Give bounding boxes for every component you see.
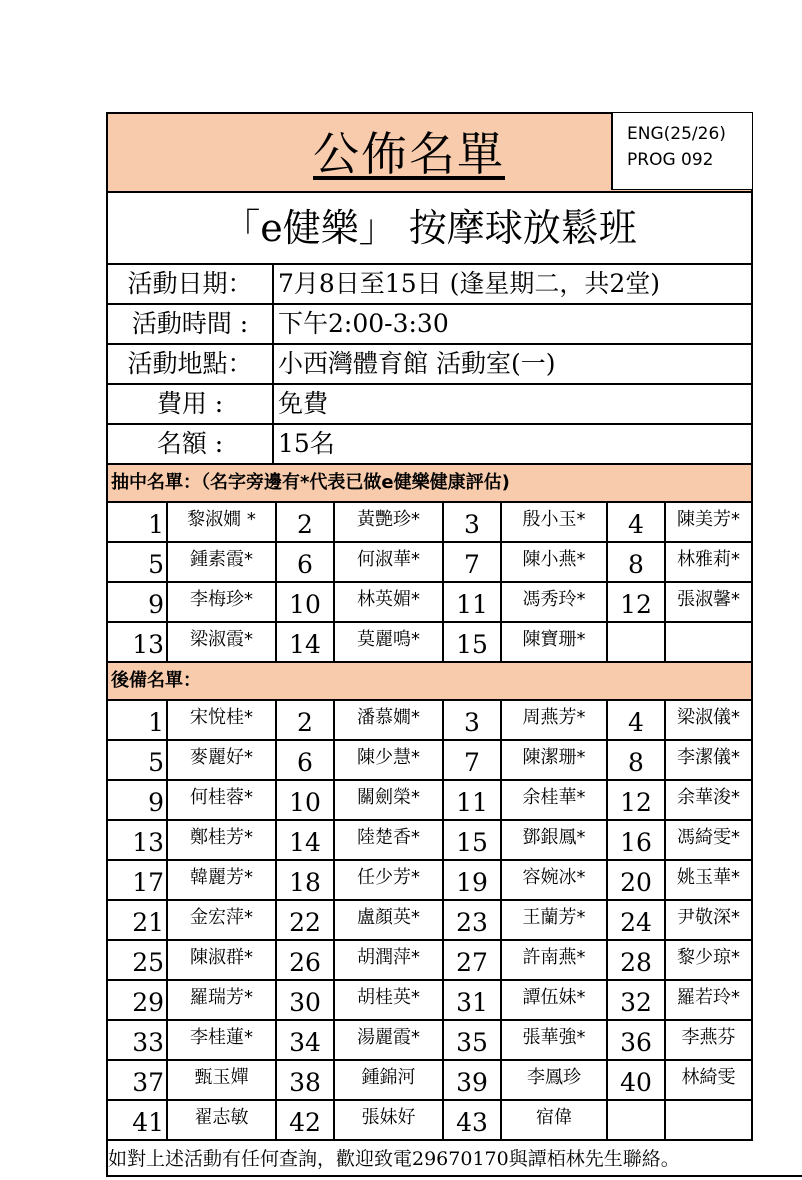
entry-name: 張華強* (502, 1021, 608, 1059)
entry-number: 6 (277, 543, 335, 581)
entry-number: 38 (277, 1061, 335, 1099)
entry-number: 41 (108, 1101, 168, 1139)
entry-name: 宋悅桂* (168, 701, 277, 739)
entry-number: 2 (277, 503, 335, 541)
entry-number: 4 (608, 503, 666, 541)
entry-name: 李鳳珍 (502, 1061, 608, 1099)
entry-number: 5 (108, 543, 168, 581)
entry-name: 黎淑嫺 * (168, 503, 277, 541)
entry-name: 鄭桂芳* (168, 821, 277, 859)
info-label: 活動地點： (108, 345, 274, 383)
entry-name: 陸楚香* (335, 821, 444, 859)
entry-name: 殷小玉* (502, 503, 608, 541)
info-row-venue (106, 345, 753, 385)
entry-number: 8 (608, 543, 666, 581)
name-row (106, 781, 753, 821)
page-title: 公佈名單 (313, 127, 505, 181)
entry-number: 24 (608, 901, 666, 939)
entry-number: 26 (277, 941, 335, 979)
entry-number: 9 (108, 781, 168, 819)
entry-name: 潘慕嫺* (335, 701, 444, 739)
info-value: 7月8日至15日 (逢星期二，共2堂) (278, 269, 660, 298)
entry-number: 40 (608, 1061, 666, 1099)
info-value: 15名 (278, 429, 335, 458)
name-row (106, 901, 753, 941)
waitlist-list (106, 701, 753, 1141)
entry-number: 35 (444, 1021, 502, 1059)
name-row (106, 941, 753, 981)
entry-number: 14 (277, 821, 335, 859)
entry-number: 13 (108, 623, 168, 661)
name-row (106, 741, 753, 781)
name-row (106, 623, 753, 663)
entry-number: 3 (444, 503, 502, 541)
entry-name: 姚玉華* (677, 867, 740, 888)
entry-number: 11 (444, 781, 502, 819)
course-title: 「e健樂」 按摩球放鬆班 (106, 193, 753, 265)
info-row-time (106, 305, 753, 345)
entry-name (666, 623, 751, 661)
info-value: 下午2:00-3:30 (278, 309, 449, 338)
header-row (106, 112, 753, 193)
entry-name: 張妹好 (335, 1101, 444, 1139)
entry-name: 梁淑儀* (677, 707, 740, 728)
entry-number: 6 (277, 741, 335, 779)
program-code-line1: ENG(25/26) (627, 124, 726, 144)
entry-name: 何桂蓉* (168, 781, 277, 819)
entry-name: 陳美芳* (677, 509, 740, 530)
entry-name: 陳寶珊* (502, 623, 608, 661)
entry-number: 12 (608, 583, 666, 621)
entry-number: 2 (277, 701, 335, 739)
entry-name: 陳少慧* (335, 741, 444, 779)
notice-sheet (106, 112, 753, 1177)
entry-name: 陳淑群* (168, 941, 277, 979)
entry-name: 李潔儀* (677, 747, 740, 768)
entry-name: 鍾素霞* (168, 543, 277, 581)
program-code-box (611, 113, 752, 190)
entry-number: 1 (108, 701, 168, 739)
entry-name: 余桂華* (502, 781, 608, 819)
name-row (106, 583, 753, 623)
entry-name: 韓麗芳* (168, 861, 277, 899)
entry-name: 馮綺雯* (677, 827, 740, 848)
entry-number: 11 (444, 583, 502, 621)
entry-number: 28 (608, 941, 666, 979)
entry-name (666, 1101, 751, 1139)
entry-name: 任少芳* (335, 861, 444, 899)
name-row (106, 1061, 753, 1101)
entry-number: 33 (108, 1021, 168, 1059)
info-label: 名額 : (108, 425, 274, 463)
entry-number: 43 (444, 1101, 502, 1139)
entry-name: 湯麗霞* (335, 1021, 444, 1059)
entry-number: 18 (277, 861, 335, 899)
entry-number: 19 (444, 861, 502, 899)
entry-number: 21 (108, 901, 168, 939)
entry-name: 胡潤萍* (335, 941, 444, 979)
program-code-line2: PROG 092 (627, 150, 714, 170)
entry-name: 盧顏英* (335, 901, 444, 939)
entry-number: 8 (608, 741, 666, 779)
name-row (106, 503, 753, 543)
entry-name: 梁淑霞* (168, 623, 277, 661)
entry-name: 譚伍妹* (502, 981, 608, 1019)
entry-name: 陳潔珊* (502, 741, 608, 779)
entry-name: 李桂蓮* (168, 1021, 277, 1059)
entry-name: 翟志敏 (168, 1101, 277, 1139)
info-row-fee (106, 385, 753, 425)
entry-name: 李梅珍* (168, 583, 277, 621)
entry-name: 何淑華* (335, 543, 444, 581)
entry-name: 尹敬深* (677, 907, 740, 928)
entry-name: 李燕芬 (681, 1027, 736, 1048)
entry-number: 4 (608, 701, 666, 739)
info-table (106, 265, 753, 465)
name-row (106, 861, 753, 901)
entry-number: 3 (444, 701, 502, 739)
info-value: 小西灣體育館 活動室(一) (278, 349, 556, 378)
entry-name: 黎少琼* (677, 947, 740, 968)
entry-name: 宿偉 (502, 1101, 608, 1139)
name-row (106, 1021, 753, 1061)
entry-number: 17 (108, 861, 168, 899)
entry-name: 余華浚* (677, 787, 740, 808)
entry-number (608, 1101, 666, 1139)
entry-number: 7 (444, 741, 502, 779)
entry-name: 黃艷珍* (335, 503, 444, 541)
entry-number: 7 (444, 543, 502, 581)
entry-number: 39 (444, 1061, 502, 1099)
entry-number: 1 (108, 503, 168, 541)
entry-name: 關劍榮* (335, 781, 444, 819)
entry-number: 25 (108, 941, 168, 979)
selected-list-heading: 抽中名單：（名字旁邊有*代表已做e健樂健康評估) (106, 465, 753, 503)
entry-name: 鄧銀鳳* (502, 821, 608, 859)
entry-name: 甄玉嬋 (168, 1061, 277, 1099)
info-row-date (106, 265, 753, 305)
entry-name: 王蘭芳* (502, 901, 608, 939)
entry-number: 9 (108, 583, 168, 621)
entry-name: 鍾錦河 (335, 1061, 444, 1099)
entry-number: 37 (108, 1061, 168, 1099)
entry-name: 胡桂英* (335, 981, 444, 1019)
entry-name: 林雅莉* (677, 549, 740, 570)
entry-name: 林英媚* (335, 583, 444, 621)
info-label: 活動時間 : (108, 305, 274, 343)
name-row (106, 981, 753, 1021)
entry-name: 許南燕* (502, 941, 608, 979)
entry-number: 27 (444, 941, 502, 979)
entry-name: 張淑馨* (677, 589, 740, 610)
name-row (106, 821, 753, 861)
entry-name: 麥麗好* (168, 741, 277, 779)
entry-number: 34 (277, 1021, 335, 1059)
info-label: 費用 : (108, 385, 274, 423)
entry-name: 馮秀玲* (502, 583, 608, 621)
entry-name: 陳小燕* (502, 543, 608, 581)
entry-number: 29 (108, 981, 168, 1019)
entry-name: 林綺雯 (681, 1067, 736, 1088)
info-row-quota (106, 425, 753, 465)
entry-number: 15 (444, 821, 502, 859)
name-row (106, 543, 753, 583)
name-row (106, 701, 753, 741)
entry-number: 15 (444, 623, 502, 661)
info-value: 免費 (278, 389, 329, 418)
entry-number: 14 (277, 623, 335, 661)
entry-name: 羅瑞芳* (168, 981, 277, 1019)
entry-number: 31 (444, 981, 502, 1019)
entry-number: 23 (444, 901, 502, 939)
entry-number: 5 (108, 741, 168, 779)
entry-number: 36 (608, 1021, 666, 1059)
entry-number: 10 (277, 781, 335, 819)
entry-number (608, 623, 666, 661)
entry-number: 10 (277, 583, 335, 621)
entry-number: 13 (108, 821, 168, 859)
name-row (106, 1101, 753, 1141)
entry-name: 羅若玲* (677, 987, 740, 1008)
entry-number: 16 (608, 821, 666, 859)
entry-number: 30 (277, 981, 335, 1019)
contact-footer: 如對上述活動有任何查詢，歡迎致電29670170與譚栢林先生聯絡。 (106, 1141, 802, 1177)
entry-name: 容婉冰* (502, 861, 608, 899)
entry-number: 22 (277, 901, 335, 939)
selected-list (106, 503, 753, 663)
entry-name: 莫麗鳴* (335, 623, 444, 661)
entry-number: 42 (277, 1101, 335, 1139)
entry-name: 金宏萍* (168, 901, 277, 939)
entry-number: 12 (608, 781, 666, 819)
waitlist-heading: 後備名單： (106, 663, 753, 701)
entry-number: 20 (608, 861, 666, 899)
entry-number: 32 (608, 981, 666, 1019)
info-label: 活動日期： (108, 265, 274, 303)
entry-name: 周燕芳* (502, 701, 608, 739)
